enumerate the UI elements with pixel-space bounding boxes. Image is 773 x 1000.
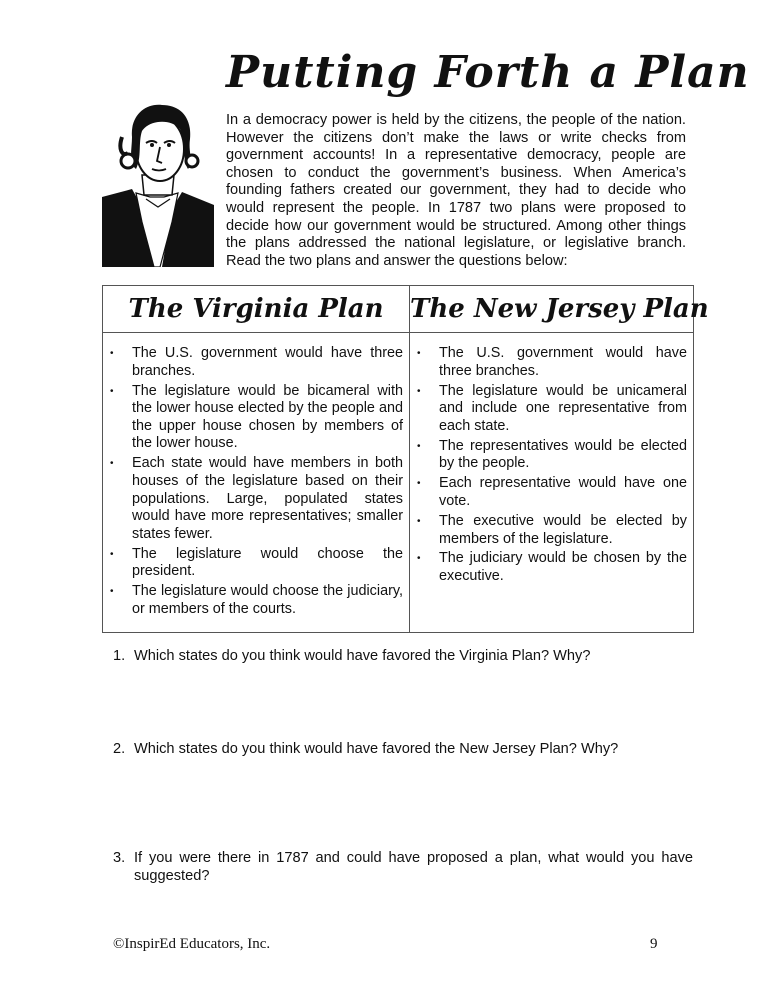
- list-item: • The U.S. government would have three branches.: [417, 345, 687, 379]
- virginia-plan-list: [108, 345, 403, 621]
- question-2: [113, 741, 693, 759]
- list-item: • The executive would be elected by members of the legislature.: [417, 512, 687, 547]
- bullet-icon: •: [110, 348, 114, 359]
- list-item: • The judiciary would be chosen by the executive.: [417, 550, 687, 585]
- founding-father-portrait-icon: [102, 97, 214, 267]
- question-text: If you were there in 1787 and could have proposed a plan, what would you have suggested?: [134, 850, 693, 884]
- question-1: [113, 648, 693, 666]
- bullet-icon: •: [417, 553, 421, 565]
- bullet-icon: •: [417, 348, 421, 359]
- bullet-icon: •: [417, 385, 421, 397]
- list-item: • Each representative would have one vote.: [417, 475, 687, 509]
- new-jersey-plan-list: [415, 345, 687, 588]
- list-item: • The legislature would be bicameral with the lower house elected by the people and the upper house chosen by members of the lower house.: [110, 382, 403, 452]
- bullet-icon: •: [110, 586, 114, 598]
- intro-paragraph: In a democracy power is held by the citizens, the people of the nation. However the citizens don’t make the laws or write checks from government accounts! In a representative democracy, people are chosen to conduct the government’s business. When America’s founding fathers created our government, they had to decide who would represent the people. In 1787 two plans were proposed to decide how our government would be structured. Among other things the plans addressed the national legislature, or legislative branch. Read the two plans and answer the questions below:: [226, 112, 686, 269]
- virginia-plan-heading: The Virginia Plan: [128, 294, 384, 324]
- page-number: 9: [650, 936, 658, 952]
- list-item: • The legislature would be unicameral and include one representative from each state.: [417, 382, 687, 434]
- column-divider: [409, 286, 410, 632]
- plans-comparison-table: [102, 285, 709, 633]
- question-text: Which states do you think would have favored the Virginia Plan? Why?: [134, 648, 591, 664]
- question-3: [113, 850, 693, 885]
- list-item: • The legislature would choose the president.: [110, 545, 403, 580]
- bullet-icon: •: [110, 385, 114, 397]
- bullet-icon: •: [110, 458, 114, 470]
- bullet-icon: •: [417, 478, 421, 490]
- question-number: 3.: [113, 850, 126, 866]
- new-jersey-plan-heading: The New Jersey Plan: [410, 294, 709, 324]
- page-title: Putting Forth a Plan: [226, 47, 750, 98]
- bullet-icon: •: [417, 440, 421, 452]
- portrait-image: [102, 97, 214, 267]
- bullet-icon: •: [110, 548, 114, 560]
- question-number: 2.: [113, 741, 126, 757]
- list-item: • The representatives would be elected by the people.: [417, 437, 687, 472]
- list-item: • The legislature would choose the judiciary, or members of the courts.: [110, 583, 403, 617]
- copyright-footer: ©InspirEd Educators, Inc.: [113, 936, 271, 952]
- list-item: • The U.S. government would have three branches.: [110, 345, 403, 379]
- list-item: • Each state would have members in both houses of the legislature based on their populations. Large, populated states would have more representatives; smaller states fewer.: [110, 455, 403, 542]
- bullet-icon: •: [417, 515, 421, 527]
- header-divider: [103, 332, 693, 333]
- question-text: Which states do you think would have favored the New Jersey Plan? Why?: [134, 741, 619, 757]
- question-number: 1.: [113, 648, 126, 664]
